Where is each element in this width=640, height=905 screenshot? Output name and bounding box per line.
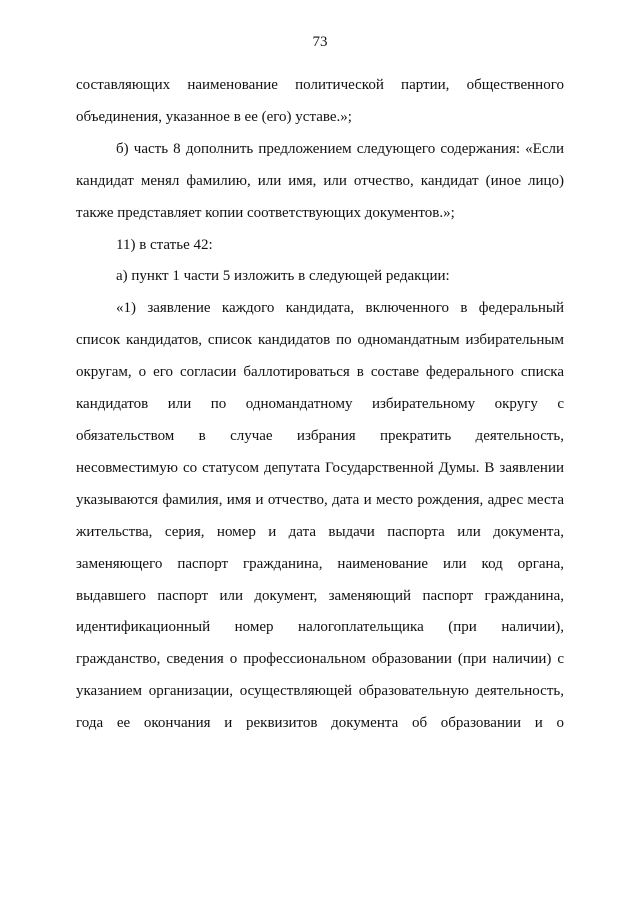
text-line: указанием организации, осуществляющей образовательную деятельность,: [76, 683, 564, 700]
text-line: округам, о его согласии баллотироваться в составе федерального списка: [76, 364, 564, 381]
text-line: составляющих наименование политической партии, общественного: [76, 77, 564, 93]
text-line: объединения, указанное в ее (его) уставе.»;: [76, 108, 352, 125]
text-line: также представляет копии соответствующих документов.»;: [76, 204, 455, 221]
page-number: 73: [312, 34, 328, 50]
text-line: указываются фамилия, имя и отчество, дата и место рождения, адрес места: [76, 491, 564, 508]
text-line: 11) в статье 42:: [116, 236, 213, 253]
text-line: гражданство, сведения о профессиональном образовании (при наличии) с: [76, 651, 564, 668]
text-line: кандидат менял фамилию, или имя, или отчество, кандидат (иное лицо): [76, 172, 564, 189]
text-line: кандидатов или по одномандатному избирательному округу с: [76, 396, 564, 413]
text-line: заменяющего паспорт гражданина, наименование или код органа,: [76, 555, 564, 572]
text-line: года ее окончания и реквизитов документа об образовании и о: [76, 715, 564, 732]
text-line: а) пункт 1 части 5 изложить в следующей редакции:: [116, 268, 450, 285]
text-line: жительства, серия, номер и дата выдачи паспорта или документа,: [76, 523, 564, 540]
text-line: обязательством в случае избрания прекратить деятельность,: [76, 427, 564, 444]
text-line: идентификационный номер налогоплательщика (при наличии),: [76, 619, 564, 636]
text-line: список кандидатов, список кандидатов по одномандатным избирательным: [76, 332, 564, 349]
text-line: б) часть 8 дополнить предложением следующего содержания: «Если: [116, 140, 564, 157]
document-body: [76, 70, 564, 740]
text-line: выдавшего паспорт или документ, заменяющий паспорт гражданина,: [76, 587, 564, 604]
text-line: несовместимую со статусом депутата Государственной Думы. В заявлении: [76, 459, 564, 476]
text-line: «1) заявление каждого кандидата, включенного в федеральный: [116, 300, 564, 317]
